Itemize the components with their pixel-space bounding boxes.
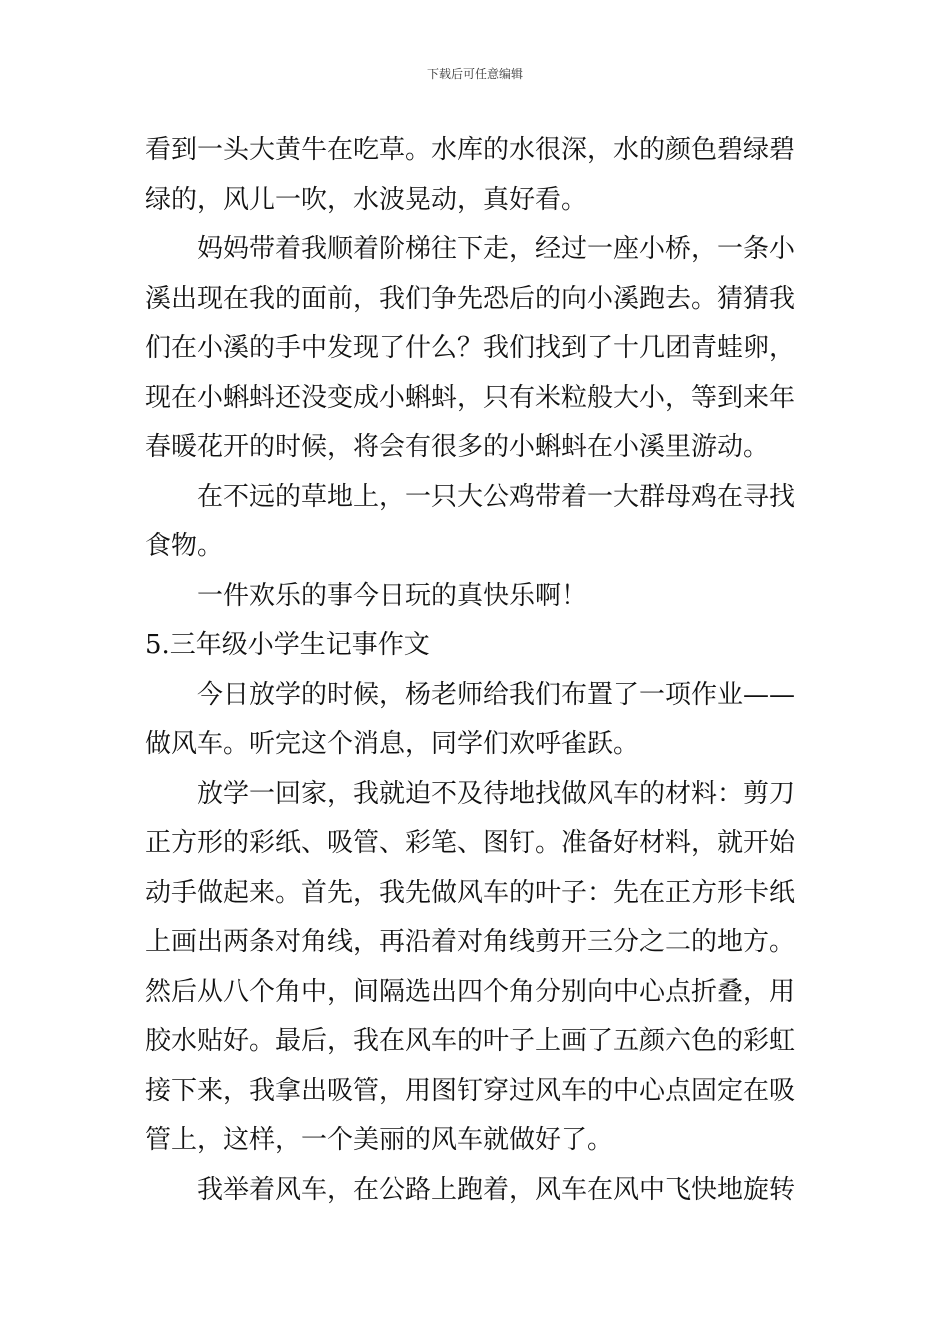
text-line: 做风车。听完这个消息，同学们欢呼雀跃。 [145, 729, 640, 759]
paragraph-start-line: 妈妈带着我顺着阶梯往下走，经过一座小桥，一条小 [197, 234, 796, 264]
paragraph-start-line: 放学一回家，我就迫不及待地找做风车的材料：剪刀 [197, 778, 796, 809]
text-line: 动手做起来。首先，我先做风车的叶子：先在正方形卡纸 [145, 877, 796, 908]
page-header: 下载后可任意编辑 [426, 67, 523, 81]
section-heading: 5.三年级小学生记事作文 [145, 630, 430, 660]
paragraph-start-line: 在不远的草地上，一只大公鸡带着一大群母鸡在寻找 [197, 481, 796, 512]
text-line: 看到一头大黄牛在吃草。水库的水很深，水的颜色碧绿碧 [145, 135, 796, 165]
paragraph-start-line: 我举着风车，在公路上跑着，风车在风中飞快地旋转 [197, 1174, 796, 1205]
paragraph-start-line: 一件欢乐的事今日玩的真快乐啊！ [197, 580, 588, 611]
text-line: 溪出现在我的面前，我们争先恐后的向小溪跑去。猜猜我 [145, 283, 796, 314]
text-line: 接下来，我拿出吸管，用图钉穿过风车的中心点固定在吸 [145, 1075, 796, 1106]
text-line: 春暖花开的时候，将会有很多的小蝌蚪在小溪里游动。 [145, 432, 770, 462]
text-line: 正方形的彩纸、吸管、彩笔、图钉。准备好材料，就开始 [145, 828, 796, 858]
article-body [145, 126, 815, 1215]
text-line: 们在小溪的手中发现了什么？我们找到了十几团青蛙卵， [145, 333, 796, 363]
text-line: 然后从八个角中，间隔选出四个角分别向中心点折叠，用 [145, 976, 796, 1007]
text-line: 现在小蝌蚪还没变成小蝌蚪，只有米粒般大小，等到来年 [145, 382, 796, 413]
text-line: 胶水贴好。最后，我在风车的叶子上画了五颜六色的彩虹 [145, 1026, 796, 1056]
text-line: 上画出两条对角线，再沿着对角线剪开三分之二的地方。 [145, 927, 796, 957]
text-line: 食物。 [145, 531, 224, 561]
text-line: 管上，这样，一个美丽的风车就做好了。 [145, 1125, 614, 1155]
text-line: 绿的，风儿一吹，水波晃动，真好看。 [145, 184, 588, 215]
paragraph-start-line: 今日放学的时候，杨老师给我们布置了一项作业—— [197, 679, 796, 710]
